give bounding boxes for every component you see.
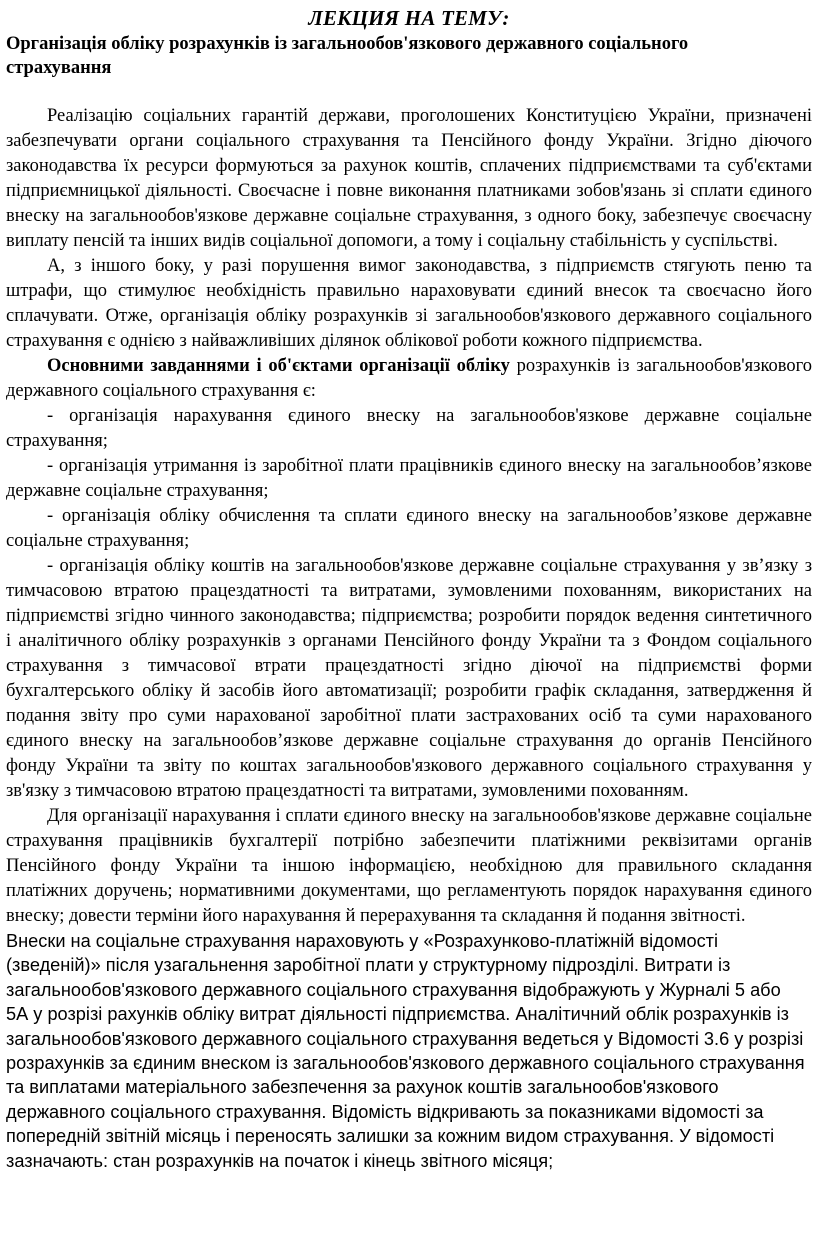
- task-item-2: - організація утримання із заробітної плати працівників єдиного внеску на загальнообов’язкове державне соціальне страхування;: [6, 456, 812, 501]
- task-item-4: - організація обліку коштів на загальнообов'язкове державне соціальне страхування у зв’язку з тимчасовою втратою працездатності та витратами, зумовленими похованням, використаних на підприємстві згідно чинного законодавства; підприємства; розробити порядок ведення синтетичного і аналітичного обліку розрахунків з органами Пенсійного фонду України та з Фондом соціального страхування з тимчасової втрати працездатності згідно діючої на підприємстві форми бухгалтерського обліку й засобів його автоматизації; розробити графік складання, затвердження й подання звіту про суми нарахованої заробітної плати застрахованих осіб та суми нарахованого єдиного внеску на загальнообов’язкове державне соціальне страхування до органів Пенсійного фонду України та звіту по коштах загальнообов'язкового державного соціального страхування у зв'язку з тимчасовою втратою працездатності та витратами, зумовленими похованням.: [6, 556, 812, 801]
- paragraph-penalties: А, з іншого боку, у разі порушення вимог законодавства, з підприємств стягують пеню та штрафи, що стимулює необхідність правильно нараховувати єдиний внесок та своєчасно його сплачувати. Отже, організація обліку розрахунків зі загальнообов'язкового державного соціального страхування є однією з найважливіших ділянок облікової роботи кожного підприємства.: [6, 256, 812, 351]
- tasks-intro-rest: розрахунків із загальнообов'язкового державного соціального страхування є:: [6, 356, 812, 401]
- paragraph-closing: Внески на соціальне страхування нараховують у «Розрахунково-платіжній відомості (зведеній)» після узагальнення заробітної плати у структурному підрозділі. Витрати із загальнообов'язкового державного соціального страхування відображують у Журналі 5 або 5А у розрізі рахунків обліку витрат діяльності підприємства. Аналітичний облік розрахунків із загальнообов'язкового державного соціального страхування ведеться у Відомості 3.6 у розрізі розрахунків за єдиним внеском із загальнообов'язкового державного соціального страхування та виплатами матеріального забезпечення за рахунок коштів загальнообов'язкового державного соціального страхування. Відомість відкривають за показниками відомості за попередній звітній місяць і переносять залишки за кожним видом страхування. У відомості зазначають: стан розрахунків на початок і кінець звітного місяця;: [6, 931, 805, 1171]
- paragraph-organization: Для організації нарахування і сплати єдиного внеску на загальнообов'язкове державне соціальне страхування працівників бухгалтерії потрібно забезпечити платіжними реквізитами органів Пенсійного фонду України та іншою інформацією, необхідною для правильного складання платіжних доручень; нормативними документами, що регламентують порядок нарахування єдиного внеску; довести терміни його нарахування й перерахування та складання й подання звітності.: [6, 806, 812, 926]
- lecture-subtitle: Організація обліку розрахунків із загальнообов'язкового державного соціального страхування: [6, 34, 689, 78]
- paragraph-intro: Реалізацію соціальних гарантій держави, проголошених Конституцією України, призначені забезпечувати органи соціального страхування та Пенсійного фонду України. Згідно діючого законодавства їх ресурси формуються за рахунок коштів, сплачених підприємствами та суб'єктами підприємницької діяльності. Своєчасне і повне виконання платниками зобов'язань зі сплати єдиного внеску на загальнообов'язкове державне соціальне страхування, з одного боку, забезпечує своєчасну виплату пенсій та інших видів соціальної допомоги, а тому і соціальну стабільність у суспільстві.: [6, 106, 812, 251]
- tasks-intro-bold: Основними завданнями і об'єктами організації обліку: [47, 356, 510, 376]
- spacer: [6, 80, 812, 104]
- task-item-1: - організація нарахування єдиного внеску на загальнообов'язкове державне соціальне страхування;: [6, 406, 812, 451]
- paragraph-tasks-intro: [6, 354, 812, 404]
- lecture-title: ЛЕКЦИЯ НА ТЕМУ:: [308, 6, 510, 30]
- task-item-3: - організація обліку обчислення та сплати єдиного внеску на загальнообов’язкове державне соціальне страхування;: [6, 506, 812, 551]
